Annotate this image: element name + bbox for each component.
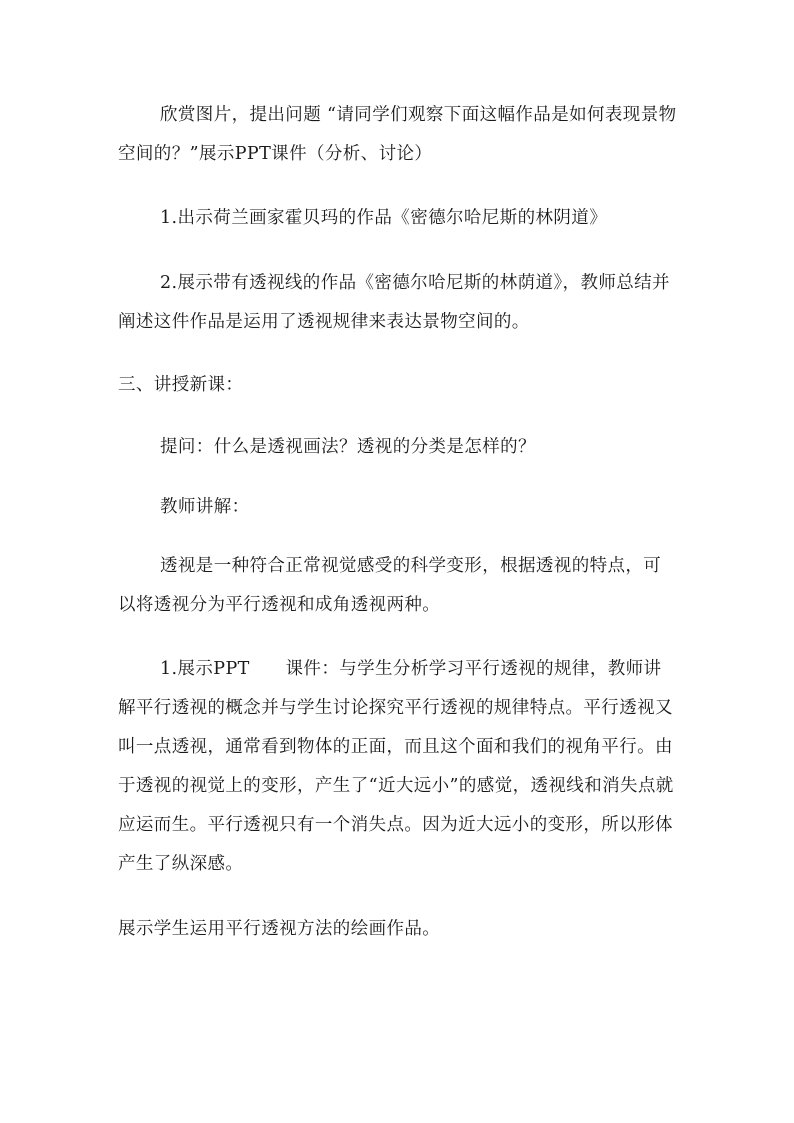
paragraph-show-student-works: 展示学生运用平行透视方法的绘画作品。 [118,919,441,939]
section-heading-new-lesson: 三、讲授新课： [118,375,244,395]
paragraph-parallel-perspective: 1.展示PPT 课件：与学生分析学习平行透视的规律，教师讲解平行透视的概念并与学生讨论探究平行透视的规律特点。平行透视又叫一点透视，通常看到物体的正面，而且这个面和我们的视角平行。由于透视的视觉上的变形，产生了“近大远小”的感觉，透视线和消失点就应运而生。平行透视只有一个消失点。因为近大远小的变形，所以形体产生了纵深感。 [118,659,674,874]
paragraph-perspective-lines-work: 2.展示带有透视线的作品《密德尔哈尼斯的林荫道》，教师总结并阐述这件作品是运用了透视规律来表达景物空间的。 [118,273,670,332]
paragraph-appreciate-picture: 欣赏图片，提出问题 “请同学们观察下面这幅作品是如何表现景物空间的？”展示PPT课件（分析、讨论） [118,105,677,164]
paragraph-teacher-explains: 教师讲解： [160,497,250,517]
paragraph-question: 提问：什么是透视画法？透视的分类是怎样的？ [160,437,536,457]
paragraph-show-hobbema-work: 1.出示荷兰画家霍贝玛的作品《密德尔哈尼斯的林阴道》 [160,208,608,228]
paragraph-perspective-definition: 透视是一种符合正常视觉感受的科学变形，根据透视的特点，可以将透视分为平行透视和成角透视两种。 [118,556,662,615]
